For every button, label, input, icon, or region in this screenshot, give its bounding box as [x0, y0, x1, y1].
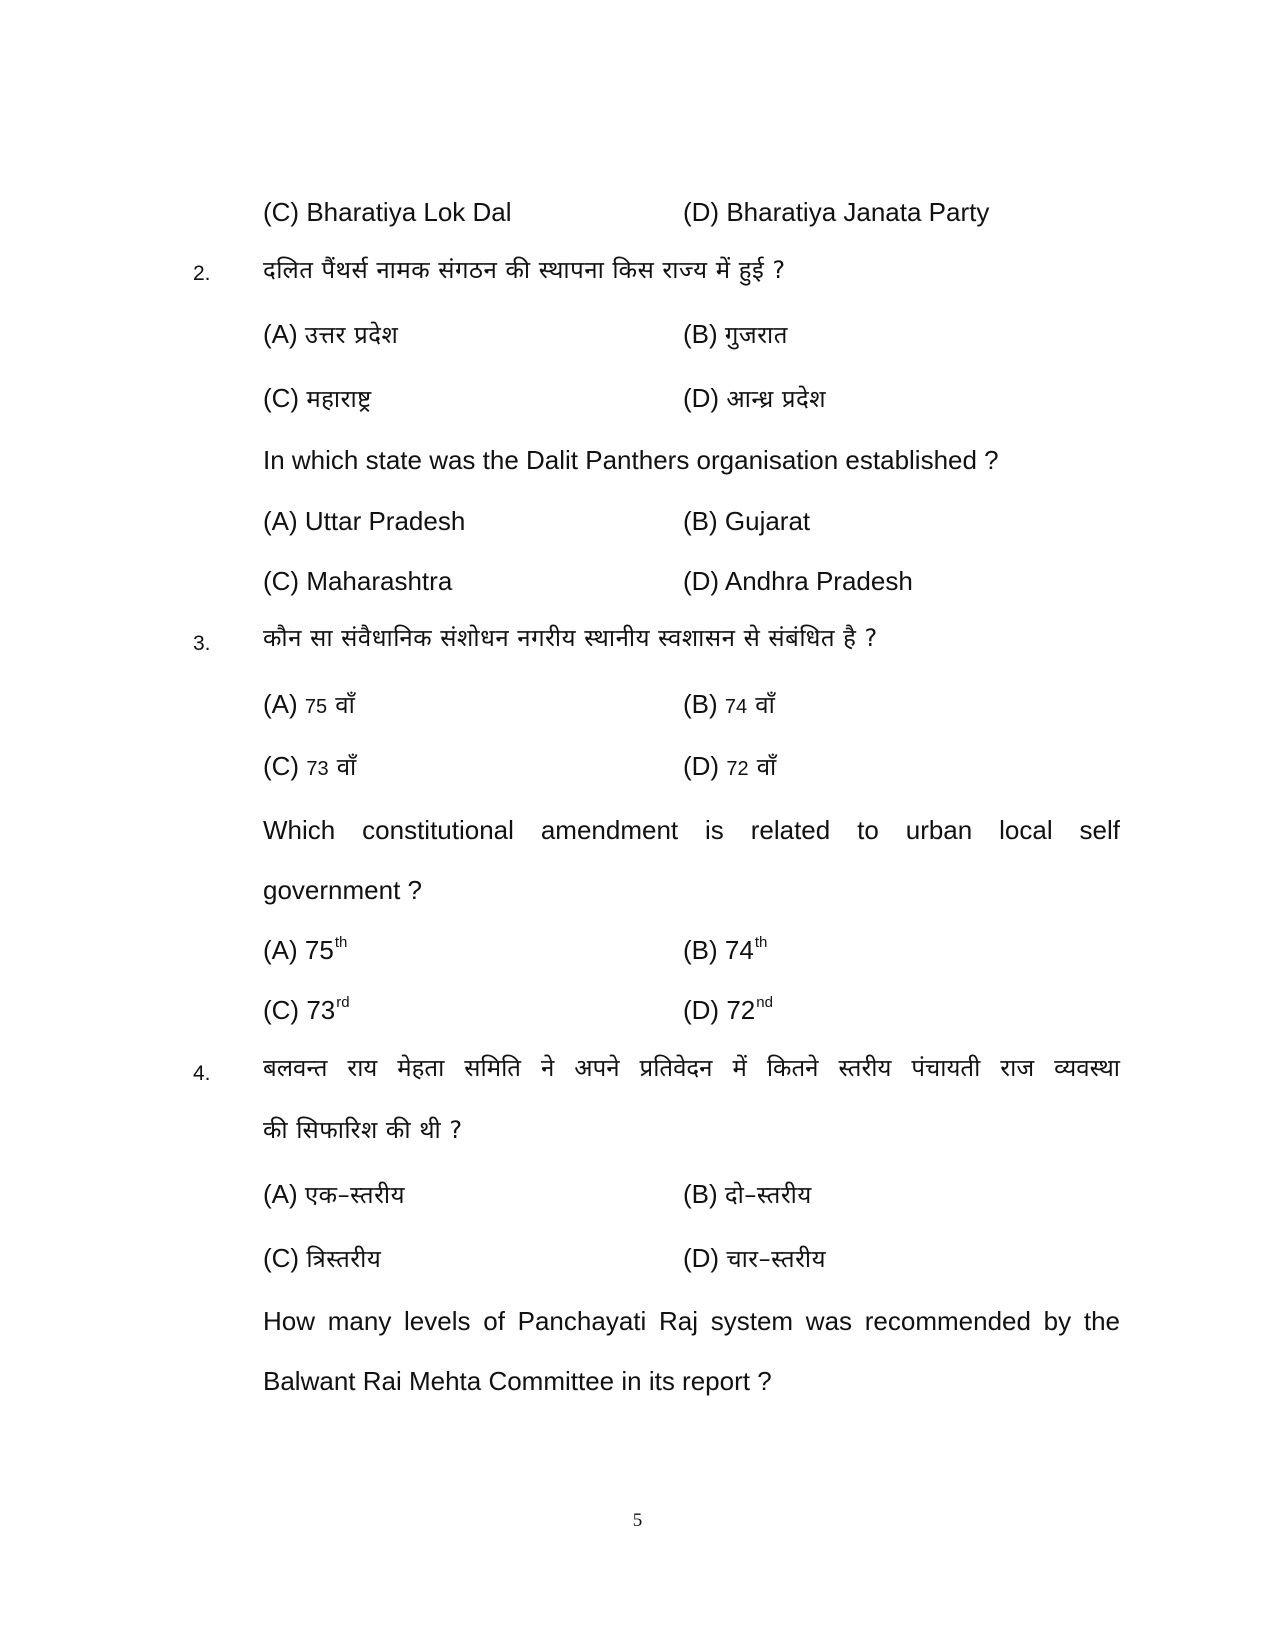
- question-2-english: In which state was the Dalit Panthers organisation established ?: [263, 445, 999, 475]
- q2-hindi-option-c: (C) महाराष्ट्र: [263, 383, 372, 413]
- q4-hindi-option-a: (A) एक–स्तरीय: [263, 1179, 406, 1209]
- q3-english-option-d: (D) 72nd: [683, 994, 773, 1025]
- q4-hindi-option-b: (B) दो–स्तरीय: [683, 1179, 812, 1209]
- question-4-english-line-1: How many levels of Panchayati Raj system was recommended by the: [263, 1306, 1120, 1336]
- q2-english-option-d: (D) Andhra Pradesh: [683, 566, 913, 596]
- question-4-english-line-2: Balwant Rai Mehta Committee in its report ?: [263, 1366, 772, 1396]
- q3-hindi-option-c: (C) 73 वाँ: [263, 751, 357, 781]
- question-number-2: 2.: [193, 262, 211, 285]
- q3-hindi-option-a: (A) 75 वाँ: [263, 689, 356, 719]
- question-4-hindi-line-1: बलवन्त राय मेहता समिति ने अपने प्रतिवेदन में कितने स्तरीय पंचायती राज व्यवस्था: [263, 1054, 1120, 1082]
- q3-english-option-c: (C) 73rd: [263, 994, 350, 1025]
- question-3-hindi: कौन सा संवैधानिक संशोधन नगरीय स्थानीय स्वशासन से संबंधित है ?: [263, 624, 878, 652]
- q2-english-option-c: (C) Maharashtra: [263, 566, 453, 596]
- q2-hindi-option-a: (A) उत्तर प्रदेश: [263, 319, 399, 349]
- question-3-english-line-1: Which constitutional amendment is related to urban local self: [263, 815, 1120, 845]
- q2-english-option-a: (A) Uttar Pradesh: [263, 506, 466, 536]
- q2-hindi-option-b: (B) गुजरात: [683, 319, 788, 349]
- q3-english-option-b: (B) 74th: [683, 934, 768, 965]
- q3-hindi-option-b: (B) 74 वाँ: [683, 689, 776, 719]
- q4-hindi-option-d: (D) चार–स्तरीय: [683, 1243, 827, 1273]
- question-2-hindi: दलित पैंथर्स नामक संगठन की स्थापना किस राज्य में हुई ?: [263, 256, 786, 284]
- question-number-4: 4.: [193, 1062, 211, 1085]
- q3-hindi-option-d: (D) 72 वाँ: [683, 751, 777, 781]
- q2-hindi-option-d: (D) आन्ध्र प्रदेश: [683, 383, 827, 413]
- option-c-prev: (C) Bharatiya Lok Dal: [263, 197, 512, 227]
- q4-hindi-option-c: (C) त्रिस्तरीय: [263, 1243, 382, 1273]
- question-4-hindi-line-2: की सिफारिश की थी ?: [263, 1116, 463, 1144]
- question-3-english-line-2: government ?: [263, 875, 422, 905]
- option-d-prev: (D) Bharatiya Janata Party: [683, 197, 990, 227]
- q2-english-option-b: (B) Gujarat: [683, 506, 811, 536]
- question-number-3: 3.: [193, 632, 211, 655]
- q3-english-option-a: (A) 75th: [263, 934, 348, 965]
- page-number: 5: [632, 1510, 643, 1531]
